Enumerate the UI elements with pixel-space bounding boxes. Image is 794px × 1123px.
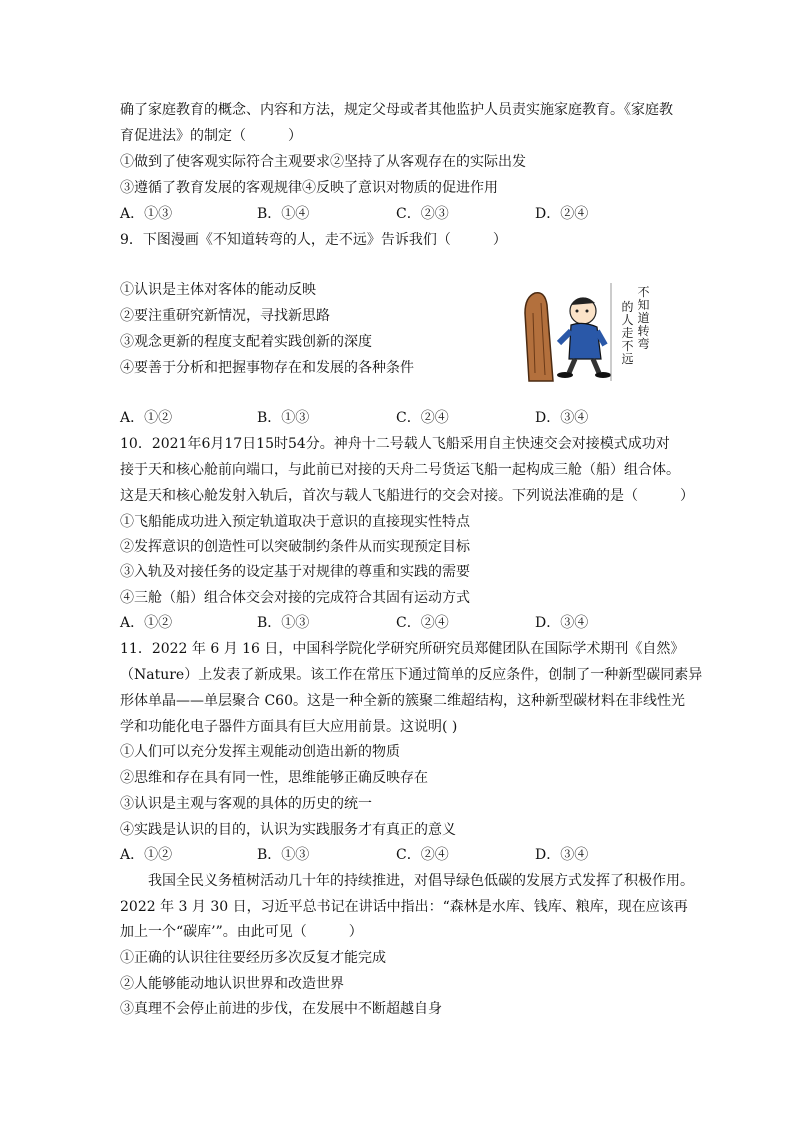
q9-cartoon (513, 283, 657, 383)
q9-option-d: D．③④ (535, 410, 589, 426)
q9-statement-3: ③观念更新的程度支配着实践创新的深度 (120, 334, 372, 350)
q9-stem: 9．下图漫画《不知道转弯的人，走不远》告诉我们（ ） (120, 232, 507, 248)
q8-stem-line-2: 育促进法》的制定（ ） (120, 128, 302, 144)
q10-stem-line-3: 这是天和核心舱发射入轨后，首次与载人飞船进行的交会对接。下列说法准确的是（ ） (120, 488, 694, 504)
q11-option-a: A．①② (120, 847, 173, 863)
q11-option-d: D．③④ (535, 847, 589, 863)
q11-statement-2: ②思维和存在具有同一性，思维能够正确反映存在 (120, 770, 428, 786)
cartoon-caption-col-1: 不知道转弯 (637, 285, 650, 351)
q9-option-c: C．②④ (396, 410, 449, 426)
q12-stem-line-3: 加上一个“碳库’”。由此可见（ ） (120, 924, 363, 940)
q8-statements-3-4: ③遵循了教育发展的客观规律④反映了意识对物质的促进作用 (120, 180, 498, 196)
q11-option-b: B．①③ (257, 847, 310, 863)
q11-stem-line-4: 学和功能化电子器件方面具有巨大应用前景。这说明( ) (120, 719, 458, 735)
q8-option-c: C．②③ (396, 206, 449, 222)
q11-stem-line-1: 11．2022 年 6 月 16 日，中国科学院化学研究所研究员郑健团队在国际学术期刊《自然》 (120, 641, 685, 657)
q8-option-a: A．①③ (120, 206, 173, 222)
q10-statement-3: ③入轨及对接任务的设定基于对规律的尊重和实践的需要 (120, 564, 470, 580)
q8-stem-line-1: 确了家庭教育的概念、内容和方法，规定父母或者其他监护人员责实施家庭教育。《家庭教 (120, 102, 673, 118)
q11-statement-1: ①人们可以充分发挥主观能动创造出新的物质 (120, 744, 400, 760)
cartoon-caption-col-2: 的人走不远 (621, 300, 634, 366)
q9-option-b: B．①③ (257, 410, 310, 426)
q10-option-b: B．①③ (257, 615, 310, 631)
q9-option-a: A．①② (120, 410, 173, 426)
q10-option-c: C．②④ (396, 615, 449, 631)
q11-option-c: C．②④ (396, 847, 449, 863)
q9-statement-4: ④要善于分析和把握事物存在和发展的各种条件 (120, 360, 414, 376)
q9-statement-2: ②要注重研究新情况，寻找新思路 (120, 308, 330, 324)
q10-statement-2: ②发挥意识的创造性可以突破制约条件从而实现预定目标 (120, 539, 470, 555)
q12-statement-3: ③真理不会停止前进的步伐，在发展中不断超越自身 (120, 1001, 442, 1017)
q10-statement-4: ④三舱（船）组合体交会对接的完成符合其固有运动方式 (120, 590, 470, 606)
q12-stem-line-1: 我国全民义务植树活动几十年的持续推进，对倡导绿色低碳的发展方式发挥了积极作用。 (148, 873, 694, 889)
q8-statements-1-2: ①做到了使客观实际符合主观要求②坚持了从客观存在的实际出发 (120, 154, 526, 170)
q12-stem-line-2: 2022 年 3 月 30 日，习近平总书记在讲话中指出：“森林是水库、钱库、粮库，现在应该再 (120, 899, 688, 915)
q9-statement-1: ①认识是主体对客体的能动反映 (120, 282, 316, 298)
q8-option-b: B．①④ (257, 206, 310, 222)
q11-statement-4: ④实践是认识的目的，认识为实践服务才有真正的意义 (120, 822, 456, 838)
q10-option-a: A．①② (120, 615, 173, 631)
q12-statement-1: ①正确的认识往往要经历多次反复才能完成 (120, 950, 386, 966)
q11-stem-line-2: （Nature）上发表了新成果。该工作在常压下通过简单的反应条件，创制了一种新型碳同素异 (120, 667, 703, 683)
q11-statement-3: ③认识是主观与客观的具体的历史的统一 (120, 796, 372, 812)
q10-stem-line-1: 10．2021年6月17日15时54分。神舟十二号载人飞船采用自主快速交会对接模式成功对 (120, 436, 670, 452)
cartoon-illustration (513, 283, 657, 383)
q11-stem-line-3: 形体单晶——单层聚合 C60。这是一种全新的簇聚二维超结构，这种新型碳材料在非线性光 (120, 693, 685, 709)
q12-statement-2: ②人能够能动地认识世界和改造世界 (120, 976, 344, 992)
q10-option-d: D．③④ (535, 615, 589, 631)
q10-stem-line-2: 接于天和核心舱前向端口，与此前已对接的天舟二号货运飞船一起构成三舱（船）组合体。 (120, 462, 680, 478)
q8-option-d: D．②④ (535, 206, 589, 222)
q10-statement-1: ①飞船能成功进入预定轨道取决于意识的直接现实性特点 (120, 514, 470, 530)
